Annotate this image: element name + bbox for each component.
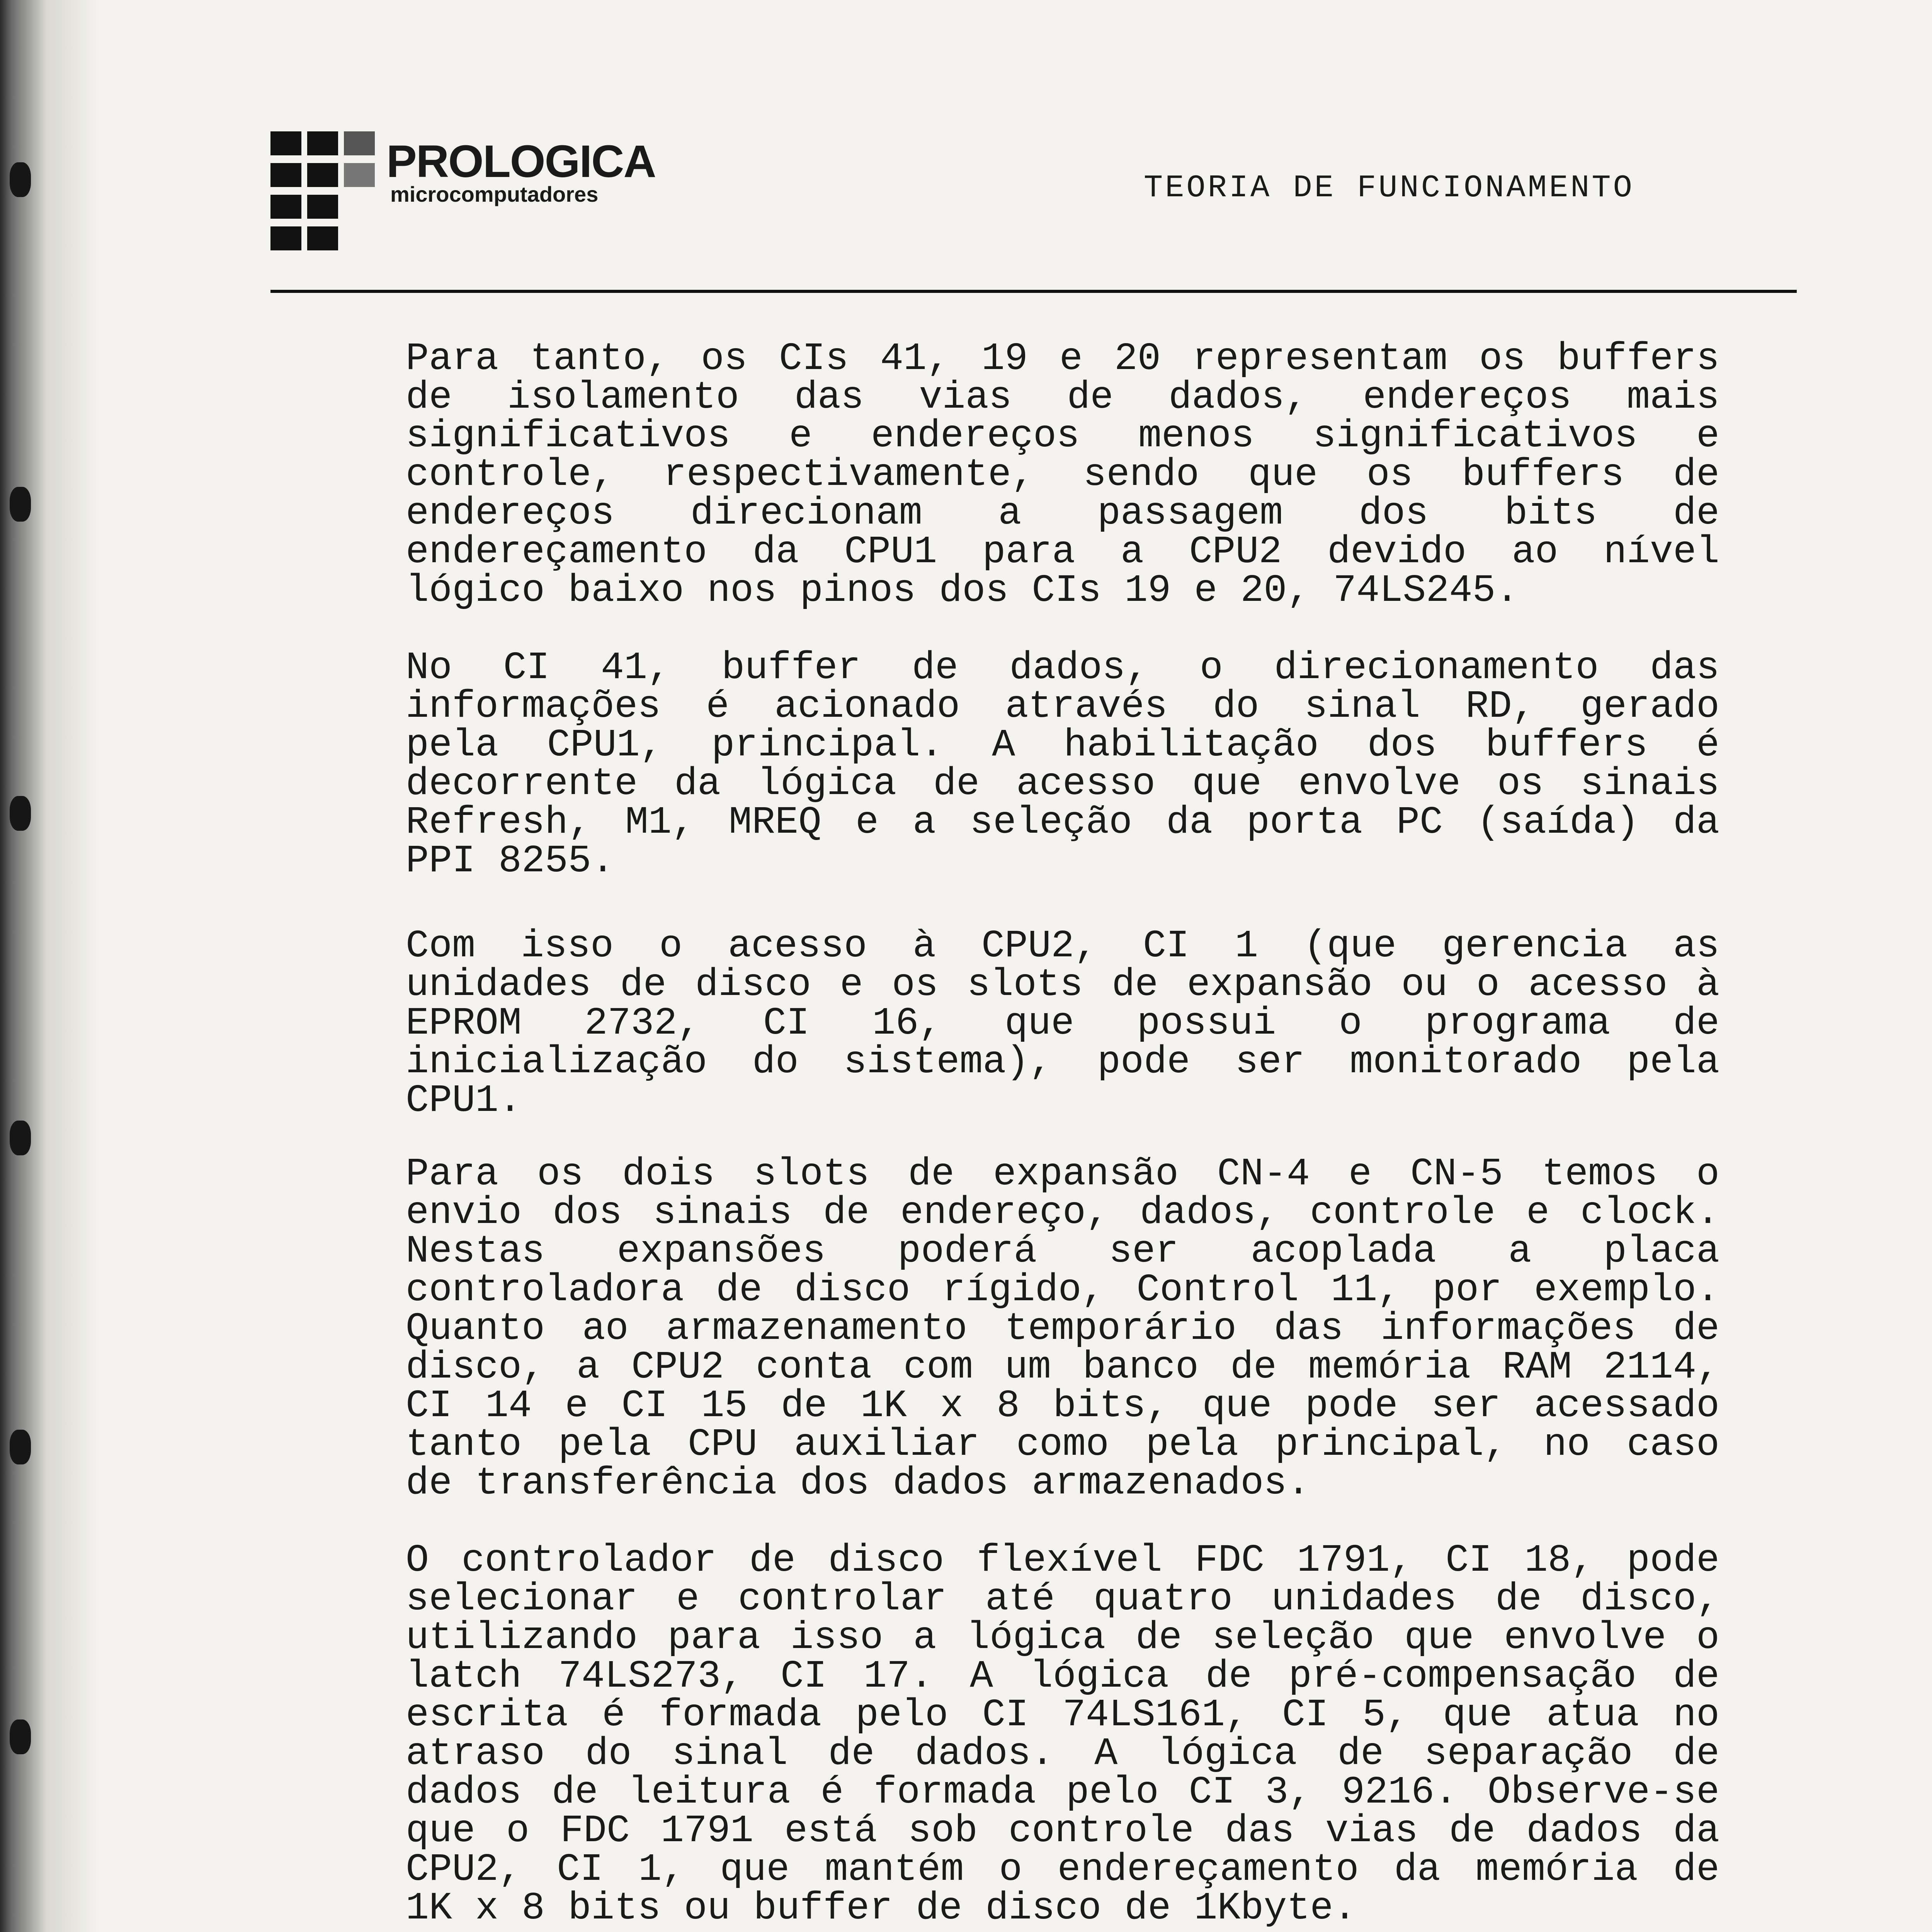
text-line: atraso do sinal de dados. A lógica de separação de <box>406 1732 1719 1776</box>
punch-hole <box>10 1430 31 1464</box>
text-line: utilizando para isso a lógica de seleção que envolve o <box>406 1616 1719 1660</box>
punch-hole <box>10 1121 31 1155</box>
text-line: de isolamento das vias de dados, endereços mais <box>406 376 1719 420</box>
text-line: CPU2, CI 1, que mantém o endereçamento da memória de <box>406 1848 1719 1892</box>
prologica-logo-icon <box>270 131 375 259</box>
paragraph-3 <box>406 927 1719 1121</box>
text-line: 1K x 8 bits ou buffer de disco de 1Kbyte. <box>406 1887 1357 1930</box>
text-line: lógico baixo nos pinos dos CIs 19 e 20, 74LS245. <box>406 569 1519 613</box>
paragraph-2 <box>406 646 1719 883</box>
text-line: envio dos sinais de endereço, dados, controle e clock. <box>406 1191 1719 1235</box>
text-line: Para tanto, os CIs 41, 19 e 20 representam os buffers <box>406 337 1719 381</box>
text-line: inicialização do sistema), pode ser monitorado pela <box>406 1041 1719 1084</box>
text-line: que o FDC 1791 está sob controle das vias de dados da <box>406 1810 1719 1853</box>
text-line: informações é acionado através do sinal RD, gerado <box>406 685 1719 729</box>
text-line: controladora de disco rígido, Control 11, por exemplo. <box>406 1269 1719 1312</box>
text-line: de transferência dos dados armazenados. <box>406 1462 1310 1505</box>
text-line: decorrente da lógica de acesso que envolve os sinais <box>406 762 1719 806</box>
text-line: disco, a CPU2 conta com um banco de memória RAM 2114, <box>406 1346 1719 1389</box>
paragraph-1 <box>406 337 1719 613</box>
paragraph-4 <box>406 1155 1719 1503</box>
text-line: endereçamento da CPU1 para a CPU2 devido ao nível <box>406 531 1719 574</box>
header-rule <box>270 290 1797 293</box>
text-line: O controlador de disco flexível FDC 1791, CI 18, pode <box>406 1539 1719 1583</box>
text-line: No CI 41, buffer de dados, o direcionamento das <box>406 646 1719 690</box>
text-line: escrita é formada pelo CI 74LS161, CI 5, que atua no <box>406 1694 1719 1737</box>
text-line: PPI 8255. <box>406 840 615 883</box>
text-line: Quanto ao armazenamento temporário das informações de <box>406 1307 1719 1351</box>
text-line: CPU1. <box>406 1079 522 1123</box>
text-line: Refresh, M1, MREQ e a seleção da porta PC (saída) da <box>406 801 1719 845</box>
text-line: controle, respectivamente, sendo que os buffers de <box>406 453 1719 497</box>
text-line: tanto pela CPU auxiliar como pela principal, no caso <box>406 1423 1719 1467</box>
text-line: endereços direcionam a passagem dos bits de <box>406 492 1719 536</box>
section-title: TEORIA DE FUNCIONAMENTO <box>1144 170 1634 206</box>
text-line: significativos e endereços menos significativos e <box>406 415 1719 458</box>
brand-subtitle: microcomputadores <box>390 182 599 206</box>
text-line: CI 14 e CI 15 de 1K x 8 bits, que pode ser acessado <box>406 1384 1719 1428</box>
binding-shadow <box>0 0 100 1932</box>
text-line: Nestas expansões poderá ser acoplada a placa <box>406 1230 1719 1274</box>
text-line: EPROM 2732, CI 16, que possui o programa de <box>406 1002 1719 1046</box>
paragraph-5 <box>406 1539 1719 1930</box>
text-line: pela CPU1, principal. A habilitação dos buffers é <box>406 724 1719 767</box>
text-line: Com isso o acesso à CPU2, CI 1 (que gerencia as <box>406 925 1719 968</box>
punch-hole <box>10 162 31 197</box>
punch-hole <box>10 487 31 522</box>
text-line: dados de leitura é formada pelo CI 3, 9216. Observe-se <box>406 1771 1719 1815</box>
text-line: unidades de disco e os slots de expansão ou o acesso à <box>406 963 1719 1007</box>
punch-hole <box>10 796 31 831</box>
text-line: Para os dois slots de expansão CN-4 e CN-5 temos o <box>406 1153 1719 1196</box>
text-line: latch 74LS273, CI 17. A lógica de pré-compensação de <box>406 1655 1719 1699</box>
text-line: selecionar e controlar até quatro unidades de disco, <box>406 1578 1719 1621</box>
brand-name: PROLOGICA <box>386 136 656 187</box>
punch-hole <box>10 1719 31 1754</box>
